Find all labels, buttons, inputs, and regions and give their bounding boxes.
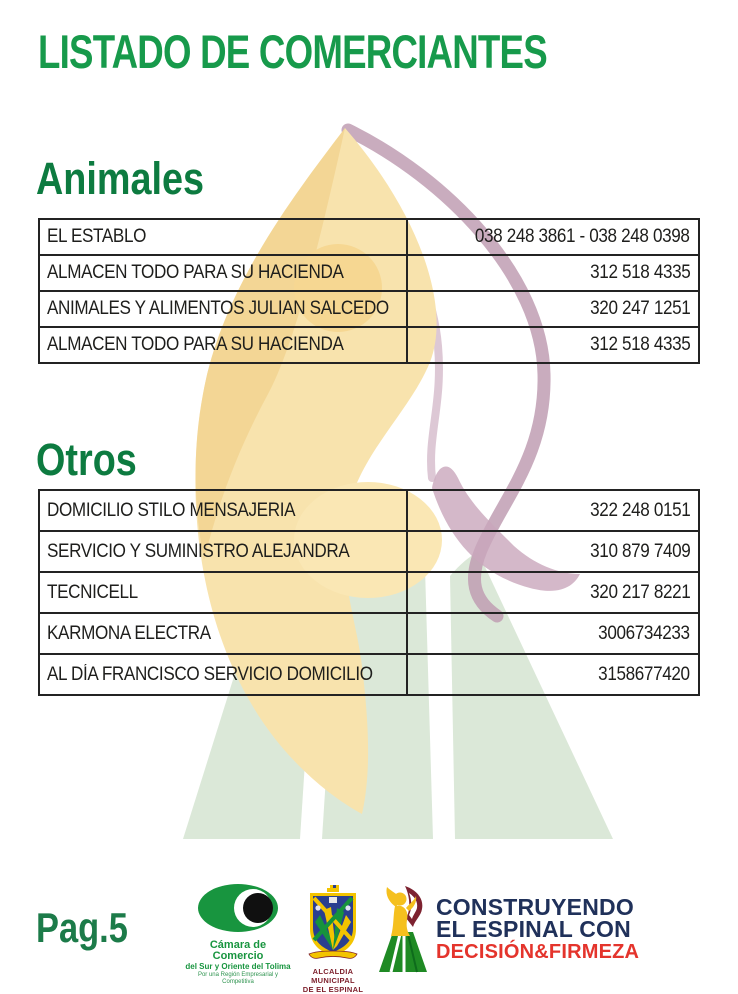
merchant-name-cell [39, 613, 407, 654]
page-title [38, 26, 738, 79]
table-row [39, 531, 699, 572]
animales-table [38, 218, 700, 364]
otros-table-body [39, 490, 699, 695]
merchant-name-cell [39, 255, 407, 291]
merchant-phone-cell-text: 320 247 1251 [589, 297, 690, 319]
camara-comercio-logo [184, 882, 292, 986]
merchant-name-cell-text: TECNICELL [47, 581, 138, 603]
table-row [39, 654, 699, 695]
table-row [39, 490, 699, 531]
merchant-phone-cell-text: 320 217 8221 [589, 581, 690, 603]
alcaldia-crest [296, 884, 370, 994]
merchant-name-cell-text: AL DÍA FRANCISCO SERVICIO DOMICILIO [47, 663, 373, 685]
merchant-name-cell [39, 327, 407, 363]
section-heading-animales [36, 153, 738, 204]
alcaldia-text-line2: DE EL ESPINAL [302, 985, 364, 994]
merchant-phone-cell [407, 613, 699, 654]
merchant-phone-cell [407, 291, 699, 327]
document-content [0, 26, 738, 696]
merchant-name-cell [39, 490, 407, 531]
merchant-phone-cell [407, 219, 699, 255]
merchant-name-cell-text: ALMACEN TODO PARA SU HACIENDA [47, 333, 344, 355]
merchant-phone-cell [407, 654, 699, 695]
espinal-text-line2: EL ESPINAL CON [436, 916, 631, 942]
espinal-text-line1: CONSTRUYENDO [436, 894, 634, 920]
merchant-phone-cell [407, 327, 699, 363]
merchant-phone-cell [407, 255, 699, 291]
espinal-figure-icon [377, 882, 429, 981]
alcaldia-text-line1: ALCALDIA MUNICIPAL [311, 967, 355, 985]
page-footer [0, 878, 738, 994]
camara-name-line1: Cámara de Comercio [209, 939, 267, 962]
merchant-phone-cell [407, 490, 699, 531]
merchant-name-cell-text: DOMICILIO STILO MENSAJERIA [47, 499, 296, 521]
merchant-name-cell [39, 654, 407, 695]
merchant-name-cell-text: ALMACEN TODO PARA SU HACIENDA [47, 261, 344, 283]
page-number [36, 904, 148, 952]
merchant-name-cell [39, 219, 407, 255]
merchant-name-cell [39, 531, 407, 572]
page-title-text: LISTADO DE COMERCIANTES [38, 25, 547, 78]
merchant-phone-cell-text: 312 518 4335 [589, 261, 690, 283]
camara-comercio-icon [196, 882, 280, 934]
document-page [0, 25, 738, 994]
merchant-name-cell [39, 291, 407, 327]
espinal-logo-text [436, 896, 639, 963]
table-row [39, 327, 699, 363]
section-heading-animales-text: Animales [36, 152, 205, 204]
animales-table-body [39, 219, 699, 363]
page-number-text: Pag.5 [36, 904, 128, 951]
table-row [39, 255, 699, 291]
merchant-phone-cell [407, 572, 699, 613]
merchant-name-cell [39, 572, 407, 613]
merchant-name-cell-text: ANIMALES Y ALIMENTOS JULIAN SALCEDO [47, 297, 389, 319]
table-row [39, 613, 699, 654]
merchant-phone-cell-text: 322 248 0151 [589, 499, 690, 521]
section-heading-otros-text: Otros [36, 433, 137, 485]
espinal-text-line3: DECISIÓN&FIRMEZA [436, 941, 640, 963]
table-row [39, 572, 699, 613]
merchant-phone-cell [407, 531, 699, 572]
merchant-phone-cell-text: 310 879 7409 [589, 540, 690, 562]
alcaldia-crest-icon [304, 884, 362, 960]
camara-tagline: Por una Región Empresarial y Competitiva [197, 972, 279, 985]
camara-name-line2: del Sur y Oriente del Tolima [185, 962, 291, 971]
merchant-phone-cell-text: 312 518 4335 [589, 333, 690, 355]
merchant-phone-cell-text: 3006734233 [598, 622, 690, 644]
section-heading-otros [36, 434, 738, 485]
merchant-name-cell-text: KARMONA ELECTRA [47, 622, 211, 644]
table-row [39, 219, 699, 255]
merchant-name-cell-text: SERVICIO Y SUMINISTRO ALEJANDRA [47, 540, 350, 562]
merchant-phone-cell-text: 038 248 3861 - 038 248 0398 [475, 225, 690, 247]
otros-table [38, 489, 700, 696]
table-row [39, 291, 699, 327]
merchant-name-cell-text: EL ESTABLO [47, 225, 147, 247]
merchant-phone-cell-text: 3158677420 [598, 663, 690, 685]
